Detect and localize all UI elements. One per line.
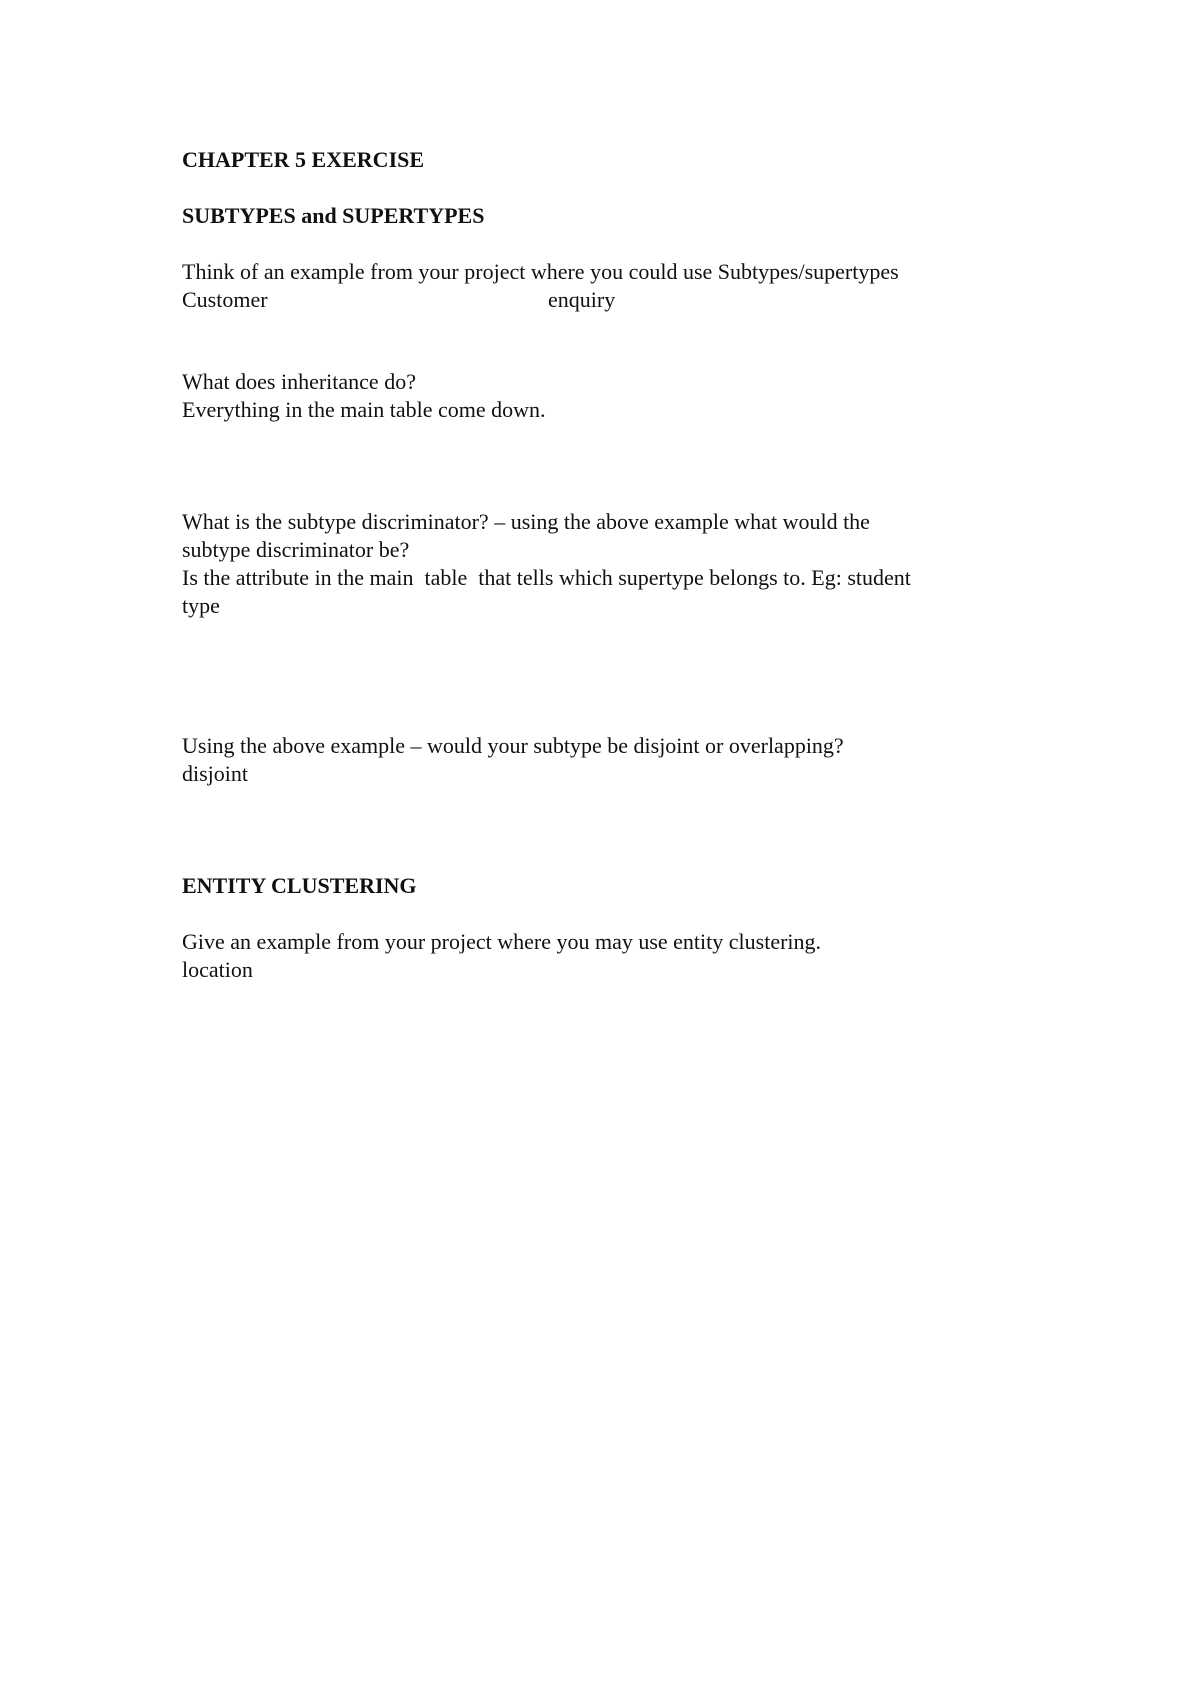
- chapter-title: CHAPTER 5 EXERCISE: [182, 147, 425, 172]
- answer-subtype: enquiry: [548, 287, 616, 312]
- answer-supertype: Customer: [182, 287, 268, 312]
- answer-entity-clustering: location: [182, 957, 253, 982]
- section-heading-entity-clustering: ENTITY CLUSTERING: [182, 873, 417, 898]
- question-subtype-example: Think of an example from your project where you could use Subtypes/supertypes: [182, 259, 899, 284]
- question-inheritance: What does inheritance do?: [182, 369, 416, 394]
- question-disjoint: Using the above example – would your subtype be disjoint or overlapping?: [182, 733, 844, 758]
- answer-discriminator-line1: Is the attribute in the main table that tells which supertype belongs to. Eg: student: [182, 565, 911, 590]
- question-discriminator-line1: What is the subtype discriminator? – using the above example what would the: [182, 509, 870, 534]
- answer-discriminator-line2: type: [182, 593, 220, 618]
- answer-disjoint: disjoint: [182, 761, 249, 786]
- question-entity-clustering: Give an example from your project where you may use entity clustering.: [182, 929, 822, 954]
- section-heading-subtypes: SUBTYPES and SUPERTYPES: [182, 203, 485, 228]
- question-discriminator-line2: subtype discriminator be?: [182, 537, 410, 562]
- answer-inheritance: Everything in the main table come down.: [182, 397, 546, 422]
